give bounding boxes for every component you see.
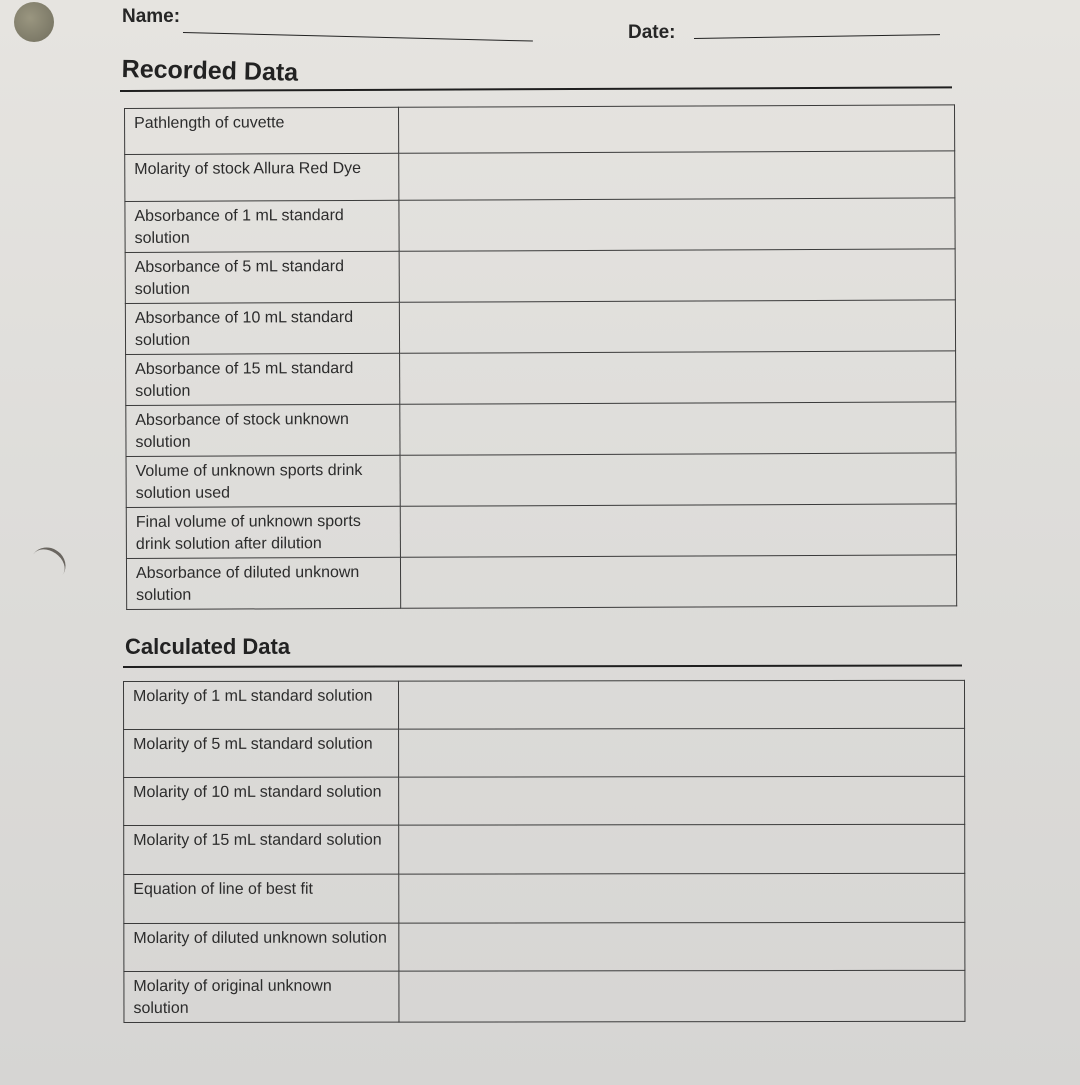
- row-value-cell[interactable]: [399, 970, 965, 1022]
- row-value-cell[interactable]: [399, 300, 955, 353]
- row-label: Final volume of unknown sports drink solution after dilution: [126, 506, 400, 558]
- table-row: [124, 873, 965, 923]
- row-value-cell[interactable]: [399, 728, 965, 777]
- row-label: Absorbance of stock unknown solution: [126, 404, 400, 456]
- recorded-data-title: Recorded Data: [121, 55, 299, 87]
- row-label: Absorbance of diluted unknown solution: [126, 557, 400, 609]
- table-row: [126, 453, 956, 508]
- row-label: Molarity of stock Allura Red Dye: [125, 153, 399, 201]
- row-value-cell[interactable]: [399, 680, 965, 729]
- row-value-cell[interactable]: [399, 873, 965, 923]
- row-label: Pathlength of cuvette: [125, 107, 399, 154]
- row-value-cell[interactable]: [399, 922, 965, 971]
- table-row: [126, 555, 956, 610]
- row-value-cell[interactable]: [400, 351, 956, 404]
- row-value-cell[interactable]: [399, 151, 955, 200]
- punch-hole-tear-icon: [24, 541, 72, 589]
- row-label: Molarity of original unknown solution: [124, 971, 399, 1022]
- name-label: Name:: [122, 6, 181, 27]
- calculated-data-title: Calculated Data: [125, 634, 291, 659]
- row-label: Absorbance of 5 mL standard solution: [125, 251, 399, 303]
- row-label: Molarity of 1 mL standard solution: [124, 681, 399, 729]
- row-value-cell[interactable]: [398, 105, 954, 153]
- row-label: Equation of line of best fit: [124, 874, 399, 923]
- row-label: Absorbance of 15 mL standard solution: [126, 353, 400, 405]
- table-row: [126, 351, 956, 406]
- row-value-cell[interactable]: [400, 504, 956, 557]
- table-row: [124, 970, 965, 1022]
- row-label: Molarity of diluted unknown solution: [124, 923, 399, 971]
- row-value-cell[interactable]: [400, 402, 956, 455]
- table-row: [124, 776, 965, 825]
- row-label: Molarity of 15 mL standard solution: [124, 825, 399, 874]
- table-row: [124, 680, 965, 729]
- row-value-cell[interactable]: [399, 776, 965, 825]
- table-row: [124, 922, 965, 971]
- calculated-data-rule: [123, 665, 962, 668]
- row-value-cell[interactable]: [399, 249, 955, 302]
- row-label: Absorbance of 1 mL standard solution: [125, 200, 399, 252]
- recorded-data-rule: [120, 86, 952, 92]
- table-row: [125, 151, 955, 202]
- table-row: [125, 300, 955, 355]
- date-label: Date:: [628, 22, 676, 43]
- table-row: [124, 824, 965, 874]
- date-field[interactable]: [694, 34, 940, 39]
- punch-hole-icon: [14, 2, 54, 42]
- table-row: [126, 402, 956, 457]
- row-value-cell[interactable]: [399, 198, 955, 251]
- row-label: Absorbance of 10 mL standard solution: [125, 302, 399, 354]
- table-row: [124, 728, 965, 777]
- table-row: [125, 249, 955, 304]
- recorded-data-table: [124, 104, 957, 610]
- table-row: [125, 105, 955, 155]
- table-row: [125, 198, 955, 253]
- row-value-cell[interactable]: [399, 824, 965, 874]
- name-field[interactable]: [183, 32, 533, 42]
- row-label: Molarity of 5 mL standard solution: [124, 729, 399, 777]
- row-label: Volume of unknown sports drink solution used: [126, 455, 400, 507]
- row-label: Molarity of 10 mL standard solution: [124, 777, 399, 825]
- row-value-cell[interactable]: [400, 555, 956, 608]
- calculated-data-table: [123, 680, 965, 1023]
- row-value-cell[interactable]: [400, 453, 956, 506]
- table-row: [126, 504, 956, 559]
